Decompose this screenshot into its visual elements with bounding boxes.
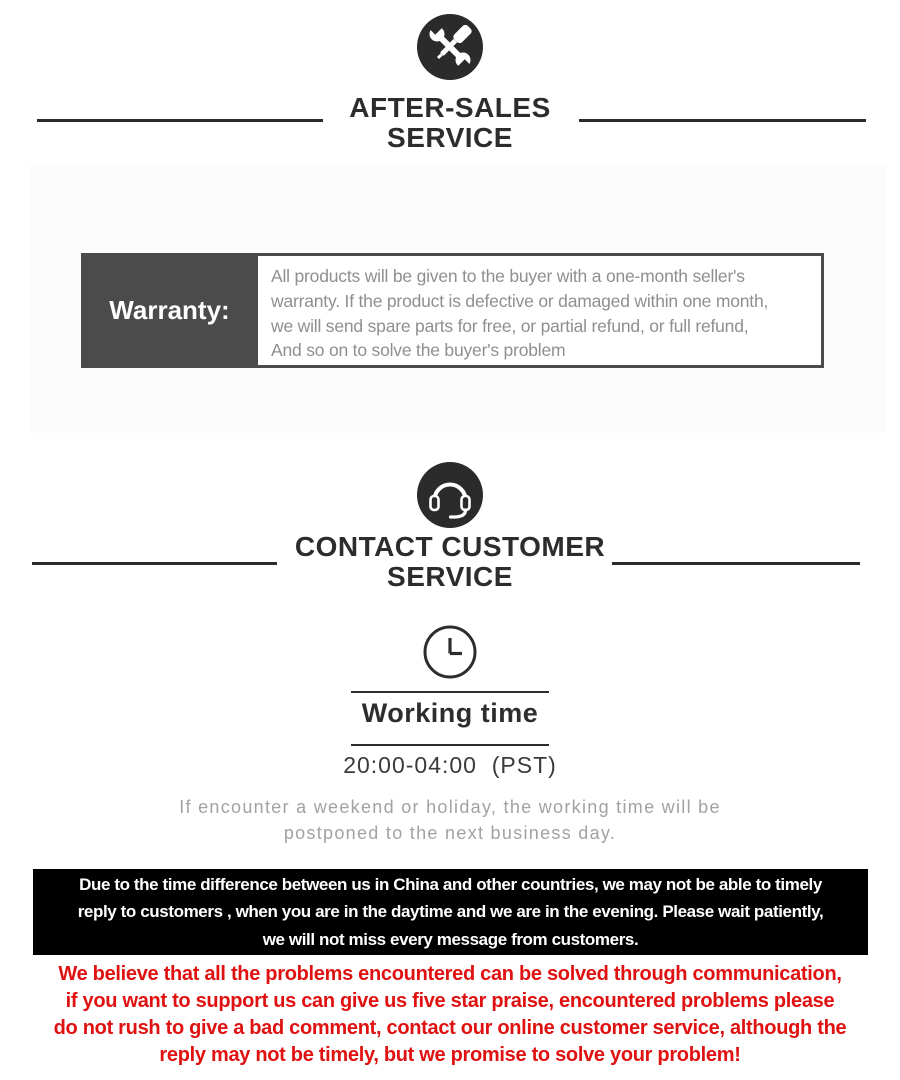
warranty-text-line1: All products will be given to the buyer with a one-month seller's [271, 266, 745, 286]
banner-line1: Due to the time difference between us in China and other countries, we may not be able to timely [79, 874, 822, 894]
contact-rule-left [32, 562, 277, 565]
warranty-text-line4: And so on to solve the buyer's problem [271, 340, 566, 361]
working-time-note [0, 794, 900, 846]
working-time-badge [422, 624, 478, 680]
promise-line2: if you want to support us can give us five star praise, encountered problems please [65, 990, 835, 1012]
promise-text [0, 961, 900, 1069]
working-time-rule-top [351, 691, 549, 693]
contact-heading-line2: SERVICE [387, 561, 513, 592]
after-sales-rule-right [579, 119, 866, 122]
wrench-screwdriver-icon [417, 14, 483, 80]
working-time-note-line2: postponed to the next business day. [283, 823, 617, 843]
after-sales-heading-line1: AFTER-SALES [349, 92, 551, 123]
working-time-rule-bottom [351, 744, 549, 746]
promise-line3: do not rush to give a bad comment, contact our online customer service, although the [53, 1017, 847, 1039]
time-difference-banner [33, 869, 868, 955]
contact-rule-right [612, 562, 860, 565]
promise-line4: reply may not be timely, but we promise to solve your problem! [159, 1044, 741, 1066]
warranty-box [81, 253, 824, 368]
warranty-label: Warranty: [109, 295, 230, 325]
warranty-text-line2: warranty. If the product is defective or damaged within one month, [271, 290, 769, 311]
working-time-hours: 20:00-04:00 (PST) [343, 752, 557, 778]
banner-line2: reply to customers , when you are in the daytime and we are in the evening. Please wait patiently, [77, 902, 824, 922]
banner-line3: we will not miss every message from customers. [262, 929, 639, 949]
working-time-note-line1: If encounter a weekend or holiday, the working time will be [179, 797, 721, 817]
clock-icon [422, 624, 478, 680]
after-sales-badge [417, 14, 483, 80]
working-time-title: Working time [361, 698, 539, 728]
promise-line1: We believe that all the problems encountered can be solved through communication, [58, 963, 842, 985]
after-sales-rule-left [37, 119, 323, 122]
warranty-text [258, 256, 821, 365]
after-sales-heading-line2: SERVICE [387, 122, 513, 153]
warranty-text-line3: we will send spare parts for free, or partial refund, or full refund, [271, 315, 749, 336]
contact-service-badge [417, 462, 483, 528]
contact-heading-line1: CONTACT CUSTOMER [294, 531, 606, 562]
after-sales-heading [0, 93, 900, 153]
headset-icon [417, 462, 483, 528]
